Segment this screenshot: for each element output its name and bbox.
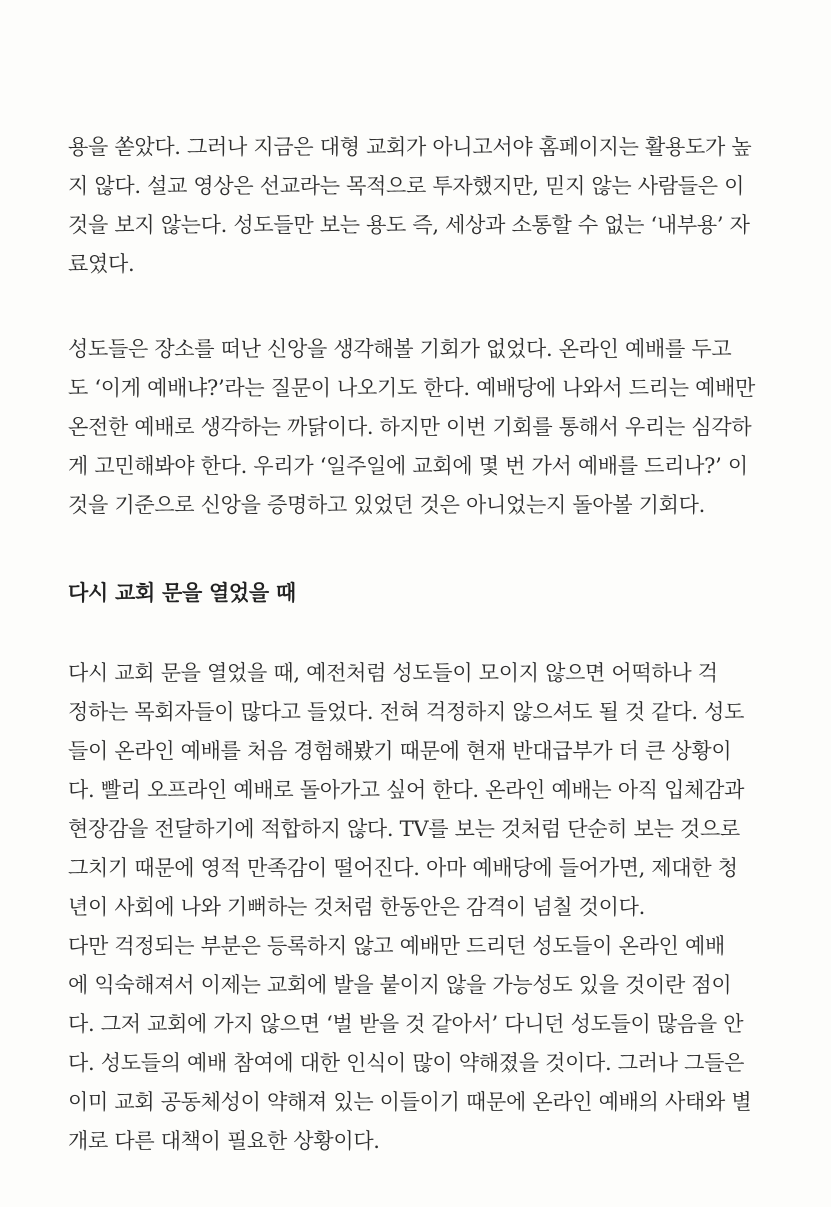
text-line: 정하는 목회자들이 많다고 들었다. 전혀 걱정하지 않으셔도 될 것 같다. 성도 bbox=[68, 700, 745, 724]
text-line: 개로 다른 대책이 필요한 상황이다. bbox=[68, 1129, 380, 1153]
text-line: 다. 그저 교회에 가지 않으면 ‘벌 받을 것 같아서’ 다니던 성도들이 많음을 안 bbox=[68, 1012, 744, 1036]
text-line: 에 익숙해져서 이제는 교회에 발을 붙이지 않을 가능성도 있을 것이란 점이 bbox=[68, 973, 732, 997]
paragraph-intro bbox=[68, 128, 758, 284]
text-line: 다. 성도들의 예배 참여에 대한 인식이 많이 약해졌을 것이다. 그러나 그들은 bbox=[68, 1051, 745, 1075]
text-line: 성도들은 장소를 떠난 신앙을 생각해볼 기회가 없었다. 온라인 예배를 두고 bbox=[68, 337, 732, 361]
paragraph-online-worship bbox=[68, 330, 758, 525]
text-line: 도 ‘이게 예배냐?’라는 질문이 나오기도 한다. 예배당에 나와서 드리는 예배만 bbox=[68, 376, 756, 400]
text-line: 것을 보지 않는다. 성도들만 보는 용도 즉, 세상과 소통할 수 없는 ‘내부용’ 자 bbox=[68, 213, 750, 237]
text-line: 년이 사회에 나와 기뻐하는 것처럼 한동안은 감격이 넘칠 것이다. bbox=[68, 895, 646, 919]
text-line: 게 고민해봐야 한다. 우리가 ‘일주일에 교회에 몇 번 가서 예배를 드리나?’ 이 bbox=[68, 454, 748, 478]
text-line: 료였다. bbox=[68, 252, 135, 276]
text-line: 이미 교회 공동체성이 약해져 있는 이들이기 때문에 온라인 예배의 사태와 별 bbox=[68, 1090, 752, 1114]
text-line: 현장감을 전달하기에 적합하지 않다. TV를 보는 것처럼 단순히 보는 것으로 bbox=[68, 817, 740, 841]
text-line: 다시 교회 문을 열었을 때, 예전처럼 성도들이 모이지 않으면 어떡하나 걱 bbox=[68, 661, 718, 685]
text-line: 용을 쏟았다. 그러나 지금은 대형 교회가 아니고서야 홈페이지는 활용도가 높 bbox=[68, 135, 752, 159]
section-body bbox=[68, 654, 758, 1161]
text-line: 온전한 예배로 생각하는 까닭이다. 하지만 이번 기회를 통해서 우리는 심각하 bbox=[68, 415, 752, 439]
text-line: 다. 빨리 오프라인 예배로 돌아가고 싶어 한다. 온라인 예배는 아직 입체감과 bbox=[68, 778, 745, 802]
text-line: 지 않다. 설교 영상은 선교라는 목적으로 투자했지만, 믿지 않는 사람들은 이 bbox=[68, 174, 745, 198]
text-line: 다만 걱정되는 부분은 등록하지 않고 예배만 드리던 성도들이 온라인 예배 bbox=[68, 934, 725, 958]
text-line: 그치기 때문에 영적 만족감이 떨어진다. 아마 예배당에 들어가면, 제대한 청 bbox=[68, 856, 738, 880]
text-line: 들이 온라인 예배를 처음 경험해봤기 때문에 현재 반대급부가 더 큰 상황이 bbox=[68, 739, 732, 763]
text-line: 것을 기준으로 신앙을 증명하고 있었던 것은 아니었는지 돌아볼 기회다. bbox=[68, 493, 705, 517]
section-heading: 다시 교회 문을 열었을 때 bbox=[68, 581, 296, 605]
